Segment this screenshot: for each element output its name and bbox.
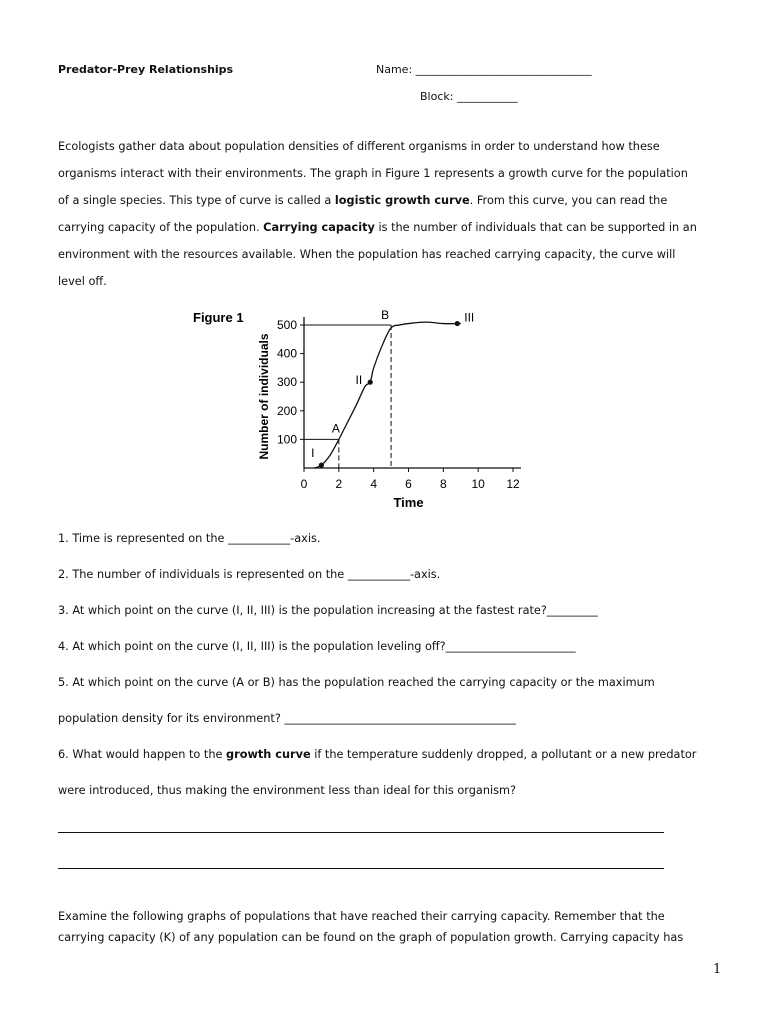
intro-text: carrying capacity of the population. bbox=[58, 221, 264, 234]
intro-line bbox=[58, 214, 728, 241]
intro-paragraph bbox=[58, 133, 728, 295]
point-ii-marker bbox=[368, 380, 373, 385]
x-tick-label: 4 bbox=[370, 477, 378, 491]
growth-curve-term: growth curve bbox=[226, 748, 311, 761]
y-tick-label: 500 bbox=[276, 318, 297, 332]
intro-text: of a single species. This type of curve is called a bbox=[58, 194, 335, 207]
point-ii-label: II bbox=[355, 373, 363, 388]
x-tick-label: 2 bbox=[335, 477, 343, 491]
question-2: 2. The number of individuals is represented on the ___________-axis. bbox=[58, 568, 441, 581]
intro-text: . From this curve, you can read the bbox=[469, 194, 668, 207]
examine-line: carrying capacity (K) of any population can be found on the graph of population growth. Carrying capacity has bbox=[58, 931, 684, 944]
point-i-label: I bbox=[311, 446, 315, 461]
question-6-continued: were introduced, thus making the environment less than ideal for this organism? bbox=[58, 784, 517, 797]
name-field: Name: ________________________________ bbox=[376, 63, 592, 76]
answer-line bbox=[58, 868, 664, 869]
point-b-label: B bbox=[381, 308, 390, 322]
point-iii-label: III bbox=[464, 310, 475, 325]
answer-line bbox=[58, 832, 664, 833]
logistic-growth-term: logistic growth curve bbox=[334, 194, 470, 207]
question-6 bbox=[58, 748, 696, 761]
question-5-continued: population density for its environment? _________________________________________ bbox=[58, 712, 517, 725]
guide-lines bbox=[304, 325, 391, 468]
carrying-capacity-term: Carrying capacity bbox=[263, 221, 375, 234]
worksheet-title: Predator-Prey Relationships bbox=[58, 63, 234, 76]
x-tick-label: 8 bbox=[439, 477, 447, 491]
block-field: Block: ___________ bbox=[420, 90, 518, 103]
question-text: if the temperature suddenly dropped, a pollutant or a new predator bbox=[310, 748, 697, 761]
point-i-marker bbox=[319, 463, 324, 468]
examine-paragraph bbox=[58, 906, 738, 948]
x-ticks bbox=[301, 468, 520, 491]
x-tick-label: 6 bbox=[405, 477, 412, 491]
intro-line bbox=[58, 187, 728, 214]
point-a-label: A bbox=[331, 421, 340, 436]
y-tick-label: 300 bbox=[276, 375, 297, 390]
y-tick-label: 200 bbox=[276, 403, 297, 418]
intro-line: level off. bbox=[58, 275, 107, 288]
question-4: 4. At which point on the curve (I, II, III) is the population leveling off?_______________________ bbox=[58, 640, 576, 653]
question-text: 6. What would happen to the bbox=[58, 748, 227, 761]
logistic-curve bbox=[314, 322, 460, 468]
y-tick-label: 100 bbox=[276, 432, 297, 447]
page-number: 1 bbox=[713, 962, 722, 977]
point-iii-marker bbox=[455, 321, 460, 326]
intro-line: organisms interact with their environments. The graph in Figure 1 represents a growth curve for the population bbox=[58, 167, 688, 180]
intro-text: is the number of individuals that can be supported in an bbox=[374, 221, 697, 234]
examine-line: Examine the following graphs of populations that have reached their carrying capacity. Remember that the bbox=[58, 910, 665, 923]
intro-line: environment with the resources available. When the population has reached carrying capacity, the curve will bbox=[58, 248, 676, 261]
growth-curve-chart bbox=[188, 302, 538, 520]
figure-label: Figure 1 bbox=[193, 310, 244, 325]
question-1: 1. Time is represented on the ___________-axis. bbox=[58, 532, 321, 545]
question-5: 5. At which point on the curve (A or B) has the population reached the carrying capacity or the maximum bbox=[58, 676, 655, 689]
x-tick-label: 0 bbox=[300, 477, 308, 491]
x-tick-label: 12 bbox=[506, 477, 520, 491]
question-3: 3. At which point on the curve (I, II, III) is the population increasing at the fastest rate?_________ bbox=[58, 604, 598, 617]
figure-1 bbox=[188, 302, 538, 520]
y-ticks bbox=[277, 318, 304, 446]
intro-line: Ecologists gather data about population densities of different organisms in order to understand how these bbox=[58, 140, 660, 153]
x-tick-label: 10 bbox=[471, 477, 485, 491]
curve-points bbox=[311, 308, 474, 468]
y-tick-label: 400 bbox=[276, 346, 297, 361]
y-axis-label: Number of individuals bbox=[257, 333, 271, 460]
x-axis-label: Time bbox=[393, 495, 424, 510]
